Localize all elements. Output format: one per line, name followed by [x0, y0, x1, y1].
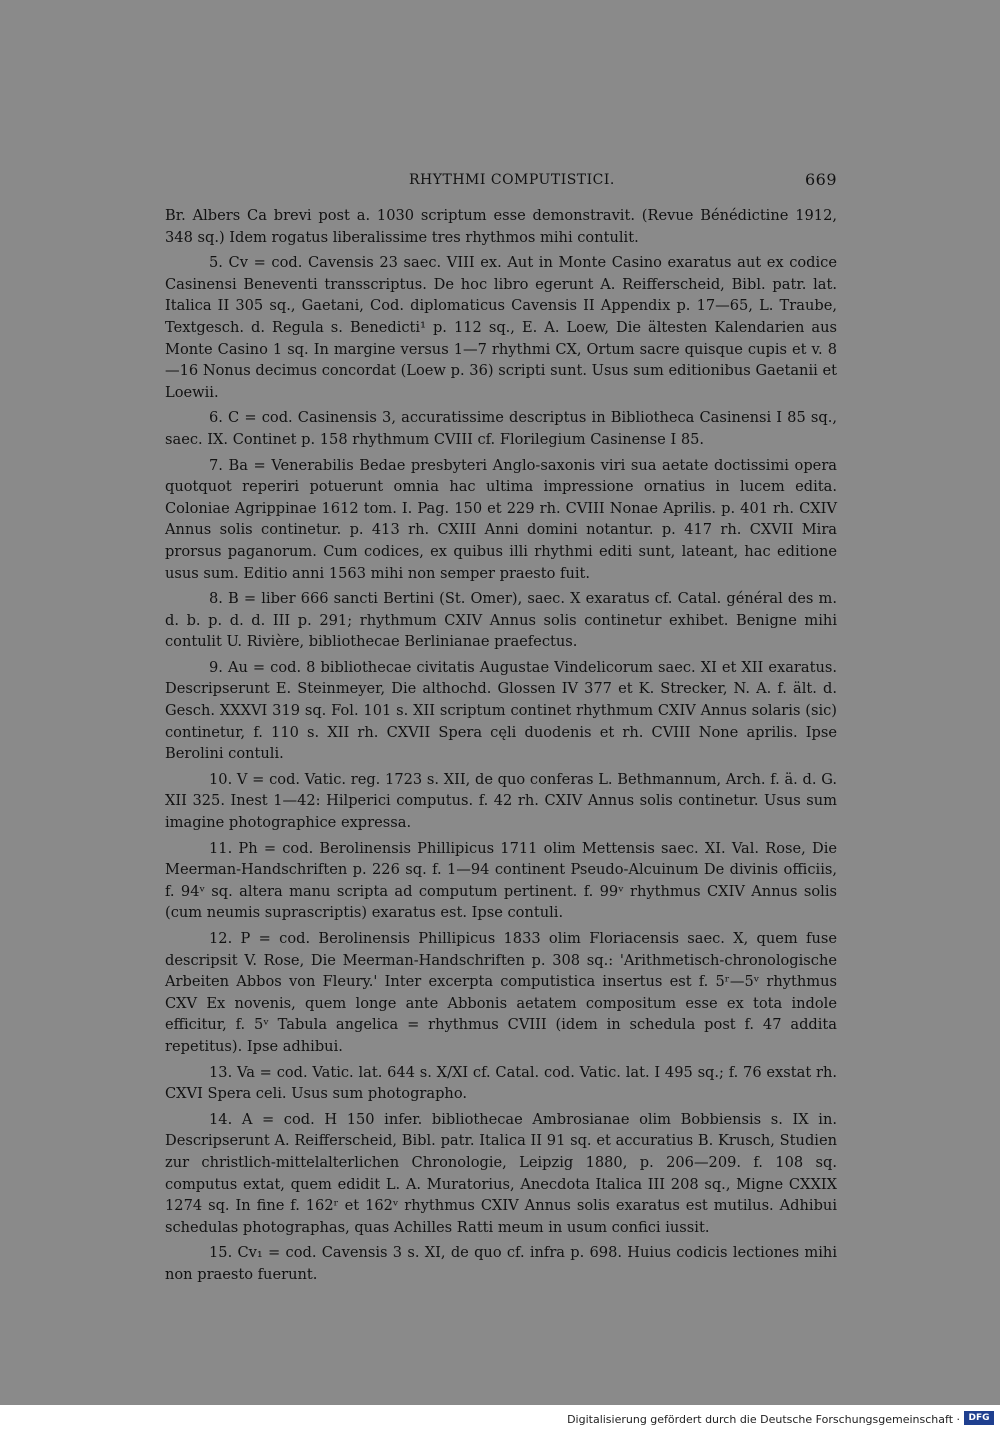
paragraph: 6. C = cod. Casinensis 3, accuratissime descriptus in Bibliotheca Casinensi I 85 sq., saec. IX. Continet p. 158 rhythmum CVIII cf. Florilegium Casinense I 85. — [165, 409, 837, 448]
paragraph: 14. A = cod. H 150 infer. bibliothecae Ambrosianae olim Bobbiensis s. IX in. Descripserunt A. Reifferscheid, Bibl. patr. Italica II 91 sq. et accuratius B. Krusch, Studien zur christlich-mittelalterlichen Chronologie, Leipzig 1880, p. 206—209. f. 108 sq. computus extat, quem edidit L. A. Muratorius, Anecdota Italica III 208 sq., Migne CXXIX 1274 sq. In fine f. 162ʳ et 162ᵛ rhythmus CXIV Annus solis exaratus est mutilus. Adhibui schedulas photographas, quas Achilles Ratti meum in usum confici iussit. — [165, 1110, 837, 1236]
dfg-logo-icon: DFG — [964, 1411, 994, 1425]
footer-bar — [0, 1405, 1000, 1434]
paragraph: 13. Va = cod. Vatic. lat. 644 s. X/XI cf. Catal. cod. Vatic. lat. I 495 sq.; f. 76 exstat rh. CXVI Spera celi. Usus sum photographo. — [165, 1063, 837, 1103]
paragraph: Br. Albers Ca brevi post a. 1030 scriptum esse demonstravit. (Revue Bénédictine 1912, 348 sq.) Idem rogatus liberalissime tres rhythmos mihi contulit. — [165, 207, 837, 246]
running-title: RHYTHMI COMPUTISTICI. — [409, 172, 615, 188]
paragraph: 10. V = cod. Vatic. reg. 1723 s. XII, de quo conferas L. Bethmannum, Arch. f. ä. d. G. XII 325. Inest 1—42: Hilperici computus. f. 42 rh. CXIV Annus solis continetur. Usus sum imagine photographice expressa. — [165, 770, 837, 832]
text-body — [165, 205, 837, 1286]
funding-notice: Digitalisierung gefördert durch die Deutsche Forschungsgemeinschaft · — [567, 1413, 960, 1426]
paragraph: 12. P = cod. Berolinensis Phillipicus 1833 olim Floriacensis saec. X, quem fuse descripsit V. Rose, Die Meerman-Handschriften p. 308 sq.: 'Arithmetisch-chronologische Arbeiten Abbos von Fleury.' Inter excerpta computistica insertus est f. 5ʳ—5ᵛ rhythmus CXV Ex novenis, quem longe ante Abbonis aetatem compositum esse ex tota indole efficitur, f. 5ᵛ Tabula angelica = rhythmus CVIII (idem in schedula post f. 47 addita repetitus). Ipse adhibui. — [165, 930, 837, 1055]
running-header — [165, 170, 837, 192]
page-number: 669 — [804, 170, 837, 189]
paragraph: 8. B = liber 666 sancti Bertini (St. Omer), saec. X exaratus cf. Catal. général des m. d. b. p. d. d. III p. 291; rhythmum CXIV Annus solis continetur exhibet. Benigne mihi contulit U. Rivière, bibliothecae Berlinianae praefectus. — [165, 590, 837, 651]
paragraph: 15. Cv₁ = cod. Cavensis 3 s. XI, de quo cf. infra p. 698. Huius codicis lectiones mihi non praesto fuerunt. — [165, 1244, 837, 1283]
paragraph: 7. Ba = Venerabilis Bedae presbyteri Anglo-saxonis viri sua aetate doctissimi opera quotquot reperiri potuerunt omnia hac ultima impressione ornatius in lucem edita. Coloniae Agrippinae 1612 tom. I. Pag. 150 et 229 rh. CVIII Nonae Aprilis. p. 401 rh. CXIV Annus solis continetur. p. 413 rh. CXIII Anni domini notantur. p. 417 rh. CXVII Mira prorsus paganorum. Cum codices, ex quibus illi rhythmi editi sunt, lateant, hac editione usus sum. Editio anni 1563 mihi non semper praesto fuit. — [165, 456, 837, 582]
paragraph: 11. Ph = cod. Berolinensis Phillipicus 1711 olim Mettensis saec. XI. Val. Rose, Die Meerman-Handschriften p. 226 sq. f. 1—94 continent Pseudo-Alcuinum De divinis officiis, f. 94ᵛ sq. altera manu scripta ad computum pertinent. f. 99ᵛ rhythmus CXIV Annus solis (cum neumis suprascriptis) exaratus est. Ipse contuli. — [165, 839, 837, 922]
paragraph: 9. Au = cod. 8 bibliothecae civitatis Augustae Vindelicorum saec. XI et XII exaratus. Descripserunt E. Steinmeyer, Die althochd. Glossen IV 377 et K. Strecker, N. A. f. ält. d. Gesch. XXXVI 319 sq. Fol. 101 s. XII scriptum continet rhythmum CXIV Annus solaris (sic) continetur, f. 110 s. XII rh. CXVII Spera cęli duodenis et rh. CVIII None aprilis. Ipse Berolini contuli. — [165, 658, 837, 763]
paragraph: 5. Cv = cod. Cavensis 23 saec. VIII ex. Aut in Monte Casino exaratus aut ex codice Casinensi Beneventi transscriptus. De hoc libro egerunt A. Reifferscheid, Bibl. patr. lat. Italica II 305 sq., Gaetani, Cod. diplomaticus Cavensis II Appendix p. 17—65, L. Traube, Textgesch. d. Regula s. Benedicti¹ p. 112 sq., E. A. Loew, Die ältesten Kalendarien aus Monte Casino 1 sq. In margine versus 1—7 rhythmi CX, Ortum sacre quisque cupis et v. 8—16 Nonus decimus concordat (Loew p. 36) scripti sunt. Usus sum editionibus Gaetanii et Loewii. — [165, 254, 837, 401]
